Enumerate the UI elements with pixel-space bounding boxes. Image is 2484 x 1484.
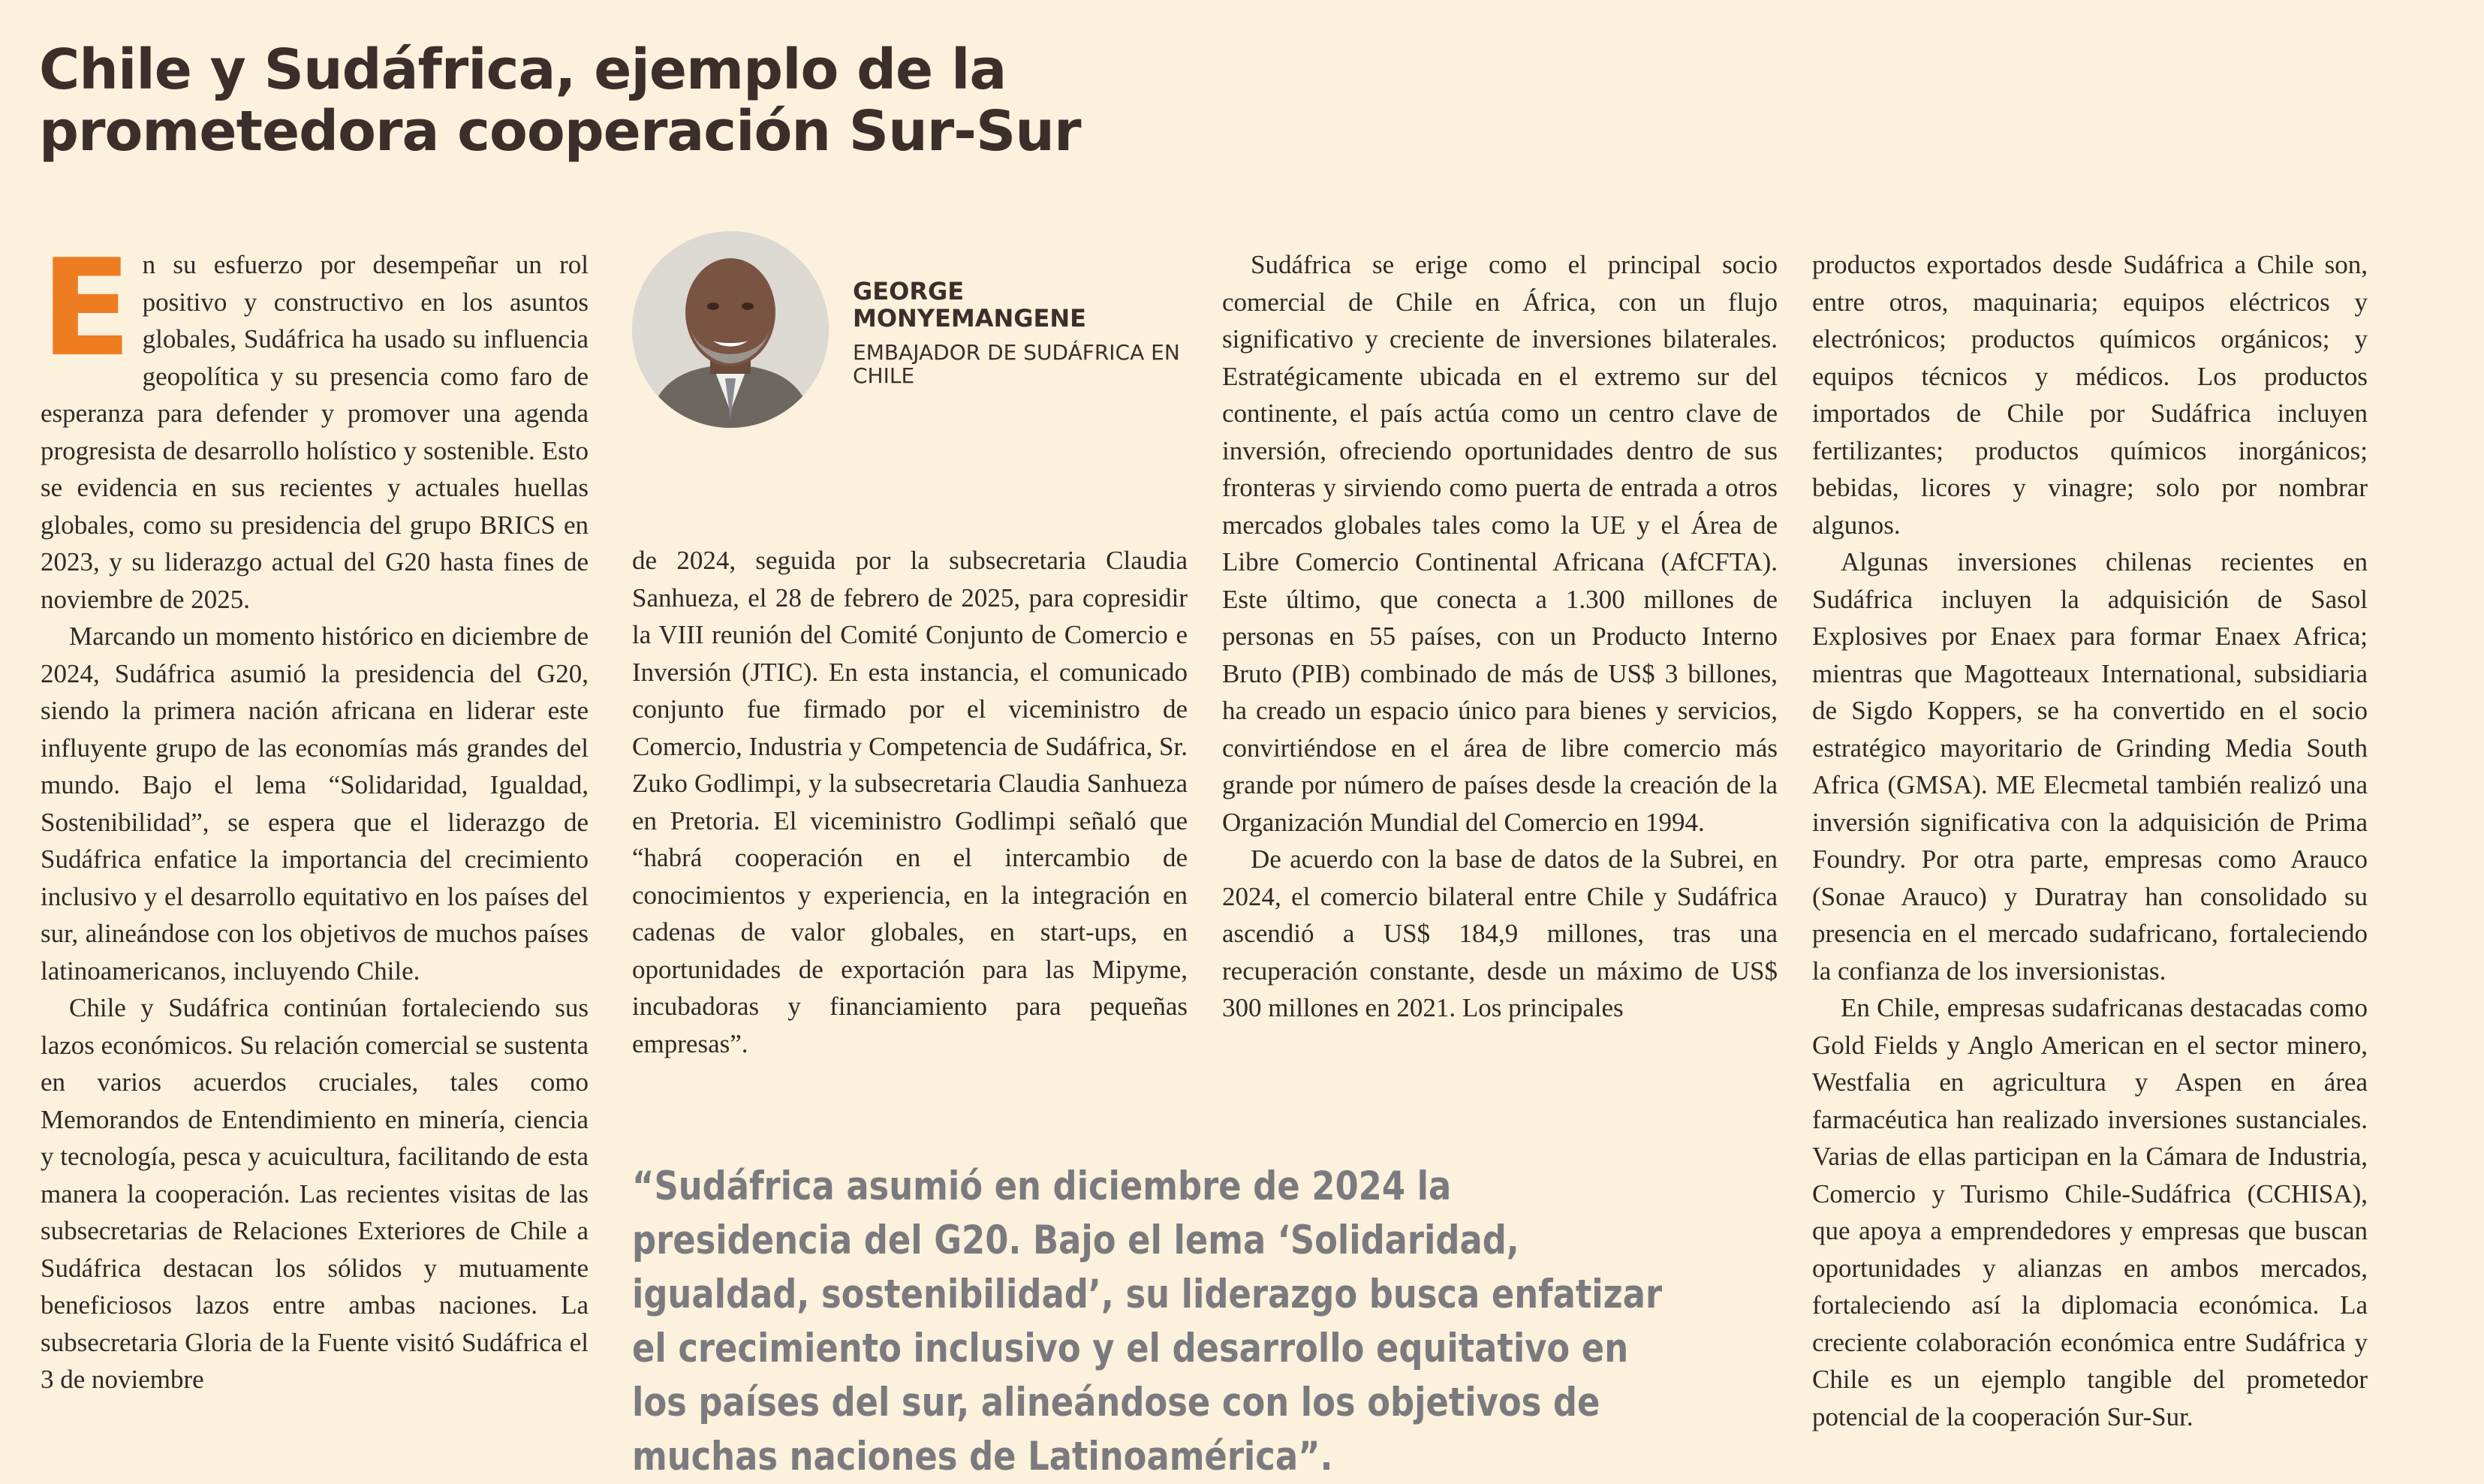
author-role: EMBAJADOR DE SUDÁFRICA EN CHILE	[853, 340, 1180, 388]
article-title: Chile y Sudáfrica, ejemplo de la prometedora cooperación Sur-Sur	[39, 38, 1081, 164]
author-portrait	[632, 231, 829, 428]
drop-cap: E	[41, 230, 132, 386]
paragraph: productos exportados desde Sudáfrica a Chile son, entre otros, maquinaria; equipos eléctricos y electrónicos; productos químicos orgánicos; y equipos técnicos y médicos. Los productos importados de Chile por Sudáfrica incluyen fertilizantes; productos químicos inorgánicos; bebidas, licores y vinagre; solo por nombrar algunos.	[1812, 250, 2368, 540]
paragraph: En Chile, empresas sudafricanas destacadas como Gold Fields y Anglo American en el sector minero, Westfalia en agricultura y Aspen en área farmacéutica han realizado inversiones sustanciales. Varias de ellas participan en la Cámara de Industria, Comercio y Turismo Chile-Sudáfrica (CCHISA), que apoya a emprendedores y empresas que buscan oportunidades y alianzas en ambos mercados, fortaleciendo así la diplomacia económica. La creciente colaboración económica entre Sudáfrica y Chile es un ejemplo tangible del prometedor potencial de la cooperación Sur-Sur.	[1812, 993, 2368, 1431]
paragraph: De acuerdo con la base de datos de la Subrei, en 2024, el comercio bilateral entre Chile y Sudáfrica ascendió a US$ 184,9 millones, tras una recuperación constante, desde un máximo de US$ 300 millones en 2021. Los principales	[1222, 844, 1778, 1022]
article-column-3	[1222, 246, 1778, 1027]
author-block	[632, 231, 1188, 434]
paragraph: Marcando un momento histórico en diciembre de 2024, Sudáfrica asumió la presidencia del G20, siendo la primera nación africana en liderar este influyente grupo de las economías más grandes del mundo. Bajo el lema “Solidaridad, Igualdad, Sostenibilidad”, se espera que el liderazgo de Sudáfrica enfatice la importancia del crecimiento inclusivo y el desarrollo equitativo en los países del sur, alineándose con los objetivos de muchos países latinoamericanos, incluyendo Chile.	[41, 622, 589, 986]
author-name: GEORGE MONYEMANGENE	[853, 277, 1087, 333]
article-column-2	[632, 542, 1188, 1062]
article-column-1	[41, 230, 589, 1398]
paragraph: n su esfuerzo por desempeñar un rol positivo y constructivo en los asuntos globales, Sudáfrica ha usado su influencia geopolítica y su presencia como faro de esperanza para defender y promover una agenda progresista de desarrollo holístico y sostenible. Esto se evidencia en sus recientes y actuales huellas globales, como su presidencia del grupo BRICS en 2023, y su liderazgo actual del G20 hasta fines de noviembre de 2025.	[41, 250, 589, 614]
paragraph: Sudáfrica se erige como el principal socio comercial de Chile en África, con un flujo significativo y creciente de inversiones bilaterales. Estratégicamente ubicada en el extremo sur del continente, el país actúa como un centro clave de inversión, ofreciendo oportunidades dentro de sus fronteras y sirviendo como puerta de entrada a otros mercados globales tales como la UE y el Área de Libre Comercio Continental Africana (AfCFTA). Este último, que conecta a 1.300 millones de personas en 55 países, con un Producto Interno Bruto (PIB) combinado de más de US$ 3 billones, ha creado un espacio único para bienes y servicios, convirtiéndose en el área de libre comercio más grande por número de países desde la creación de la Organización Mundial del Comercio en 1994.	[1222, 250, 1778, 837]
paragraph: Chile y Sudáfrica continúan fortaleciendo sus lazos económicos. Su relación comercial se sustenta en varios acuerdos cruciales, tales como Memorandos de Entendimiento en minería, ciencia y tecnología, pesca y acuicultura, facilitando de esta manera la cooperación. Las recientes visitas de las subsecretarias de Relaciones Exteriores de Chile a Sudáfrica destacan los sólidos y mutuamente beneficiosos lazos entre ambas naciones. La subsecretaria Gloria de la Fuente visitó Sudáfrica el 3 de noviembre	[41, 993, 589, 1394]
portrait-image-icon	[632, 231, 829, 428]
paragraph: Algunas inversiones chilenas recientes en Sudáfrica incluyen la adquisición de Sasol Explosives por Enaex para formar Enaex Africa; mientras que Magotteaux International, subsidiaria de Sigdo Koppers, se ha convertido en el socio estratégico mayoritario de Grinding Media South Africa (GMSA). ME Elecmetal también realizó una inversión significativa con la adquisición de Prima Foundry. Por otra parte, empresas como Arauco (Sonae Arauco) y Duratray han consolidado su presencia en el mercado sudafricano, fortaleciendo la confianza de los inversionistas.	[1812, 547, 2368, 986]
pull-quote: “Sudáfrica asumió en diciembre de 2024 la presidencia del G20. Bajo el lema ‘Solidaridad, igualdad, sostenibilidad’, su liderazgo busca enfatizar el crecimiento inclusivo y el desarrollo equitativo en los países del sur, alineándose con los objetivos de muchas naciones de Latinoamérica”.	[632, 1163, 1663, 1479]
article-column-4	[1812, 246, 2368, 1435]
paragraph: de 2024, seguida por la subsecretaria Claudia Sanhueza, el 28 de febrero de 2025, para copresidir la VIII reunión del Comité Conjunto de Comercio e Inversión (JTIC). En esta instancia, el comunicado conjunto fue firmado por el viceministro de Comercio, Industria y Competencia de Sudáfrica, Sr. Zuko Godlimpi, y la subsecretaria Claudia Sanhueza en Pretoria. El viceministro Godlimpi señaló que “habrá cooperación en el intercambio de conocimientos y experiencia, en la integración en cadenas de valor globales, en start-ups, en oportunidades de exportación para las Mipyme, incubadoras y financiamiento para pequeñas empresas”.	[632, 546, 1188, 1058]
